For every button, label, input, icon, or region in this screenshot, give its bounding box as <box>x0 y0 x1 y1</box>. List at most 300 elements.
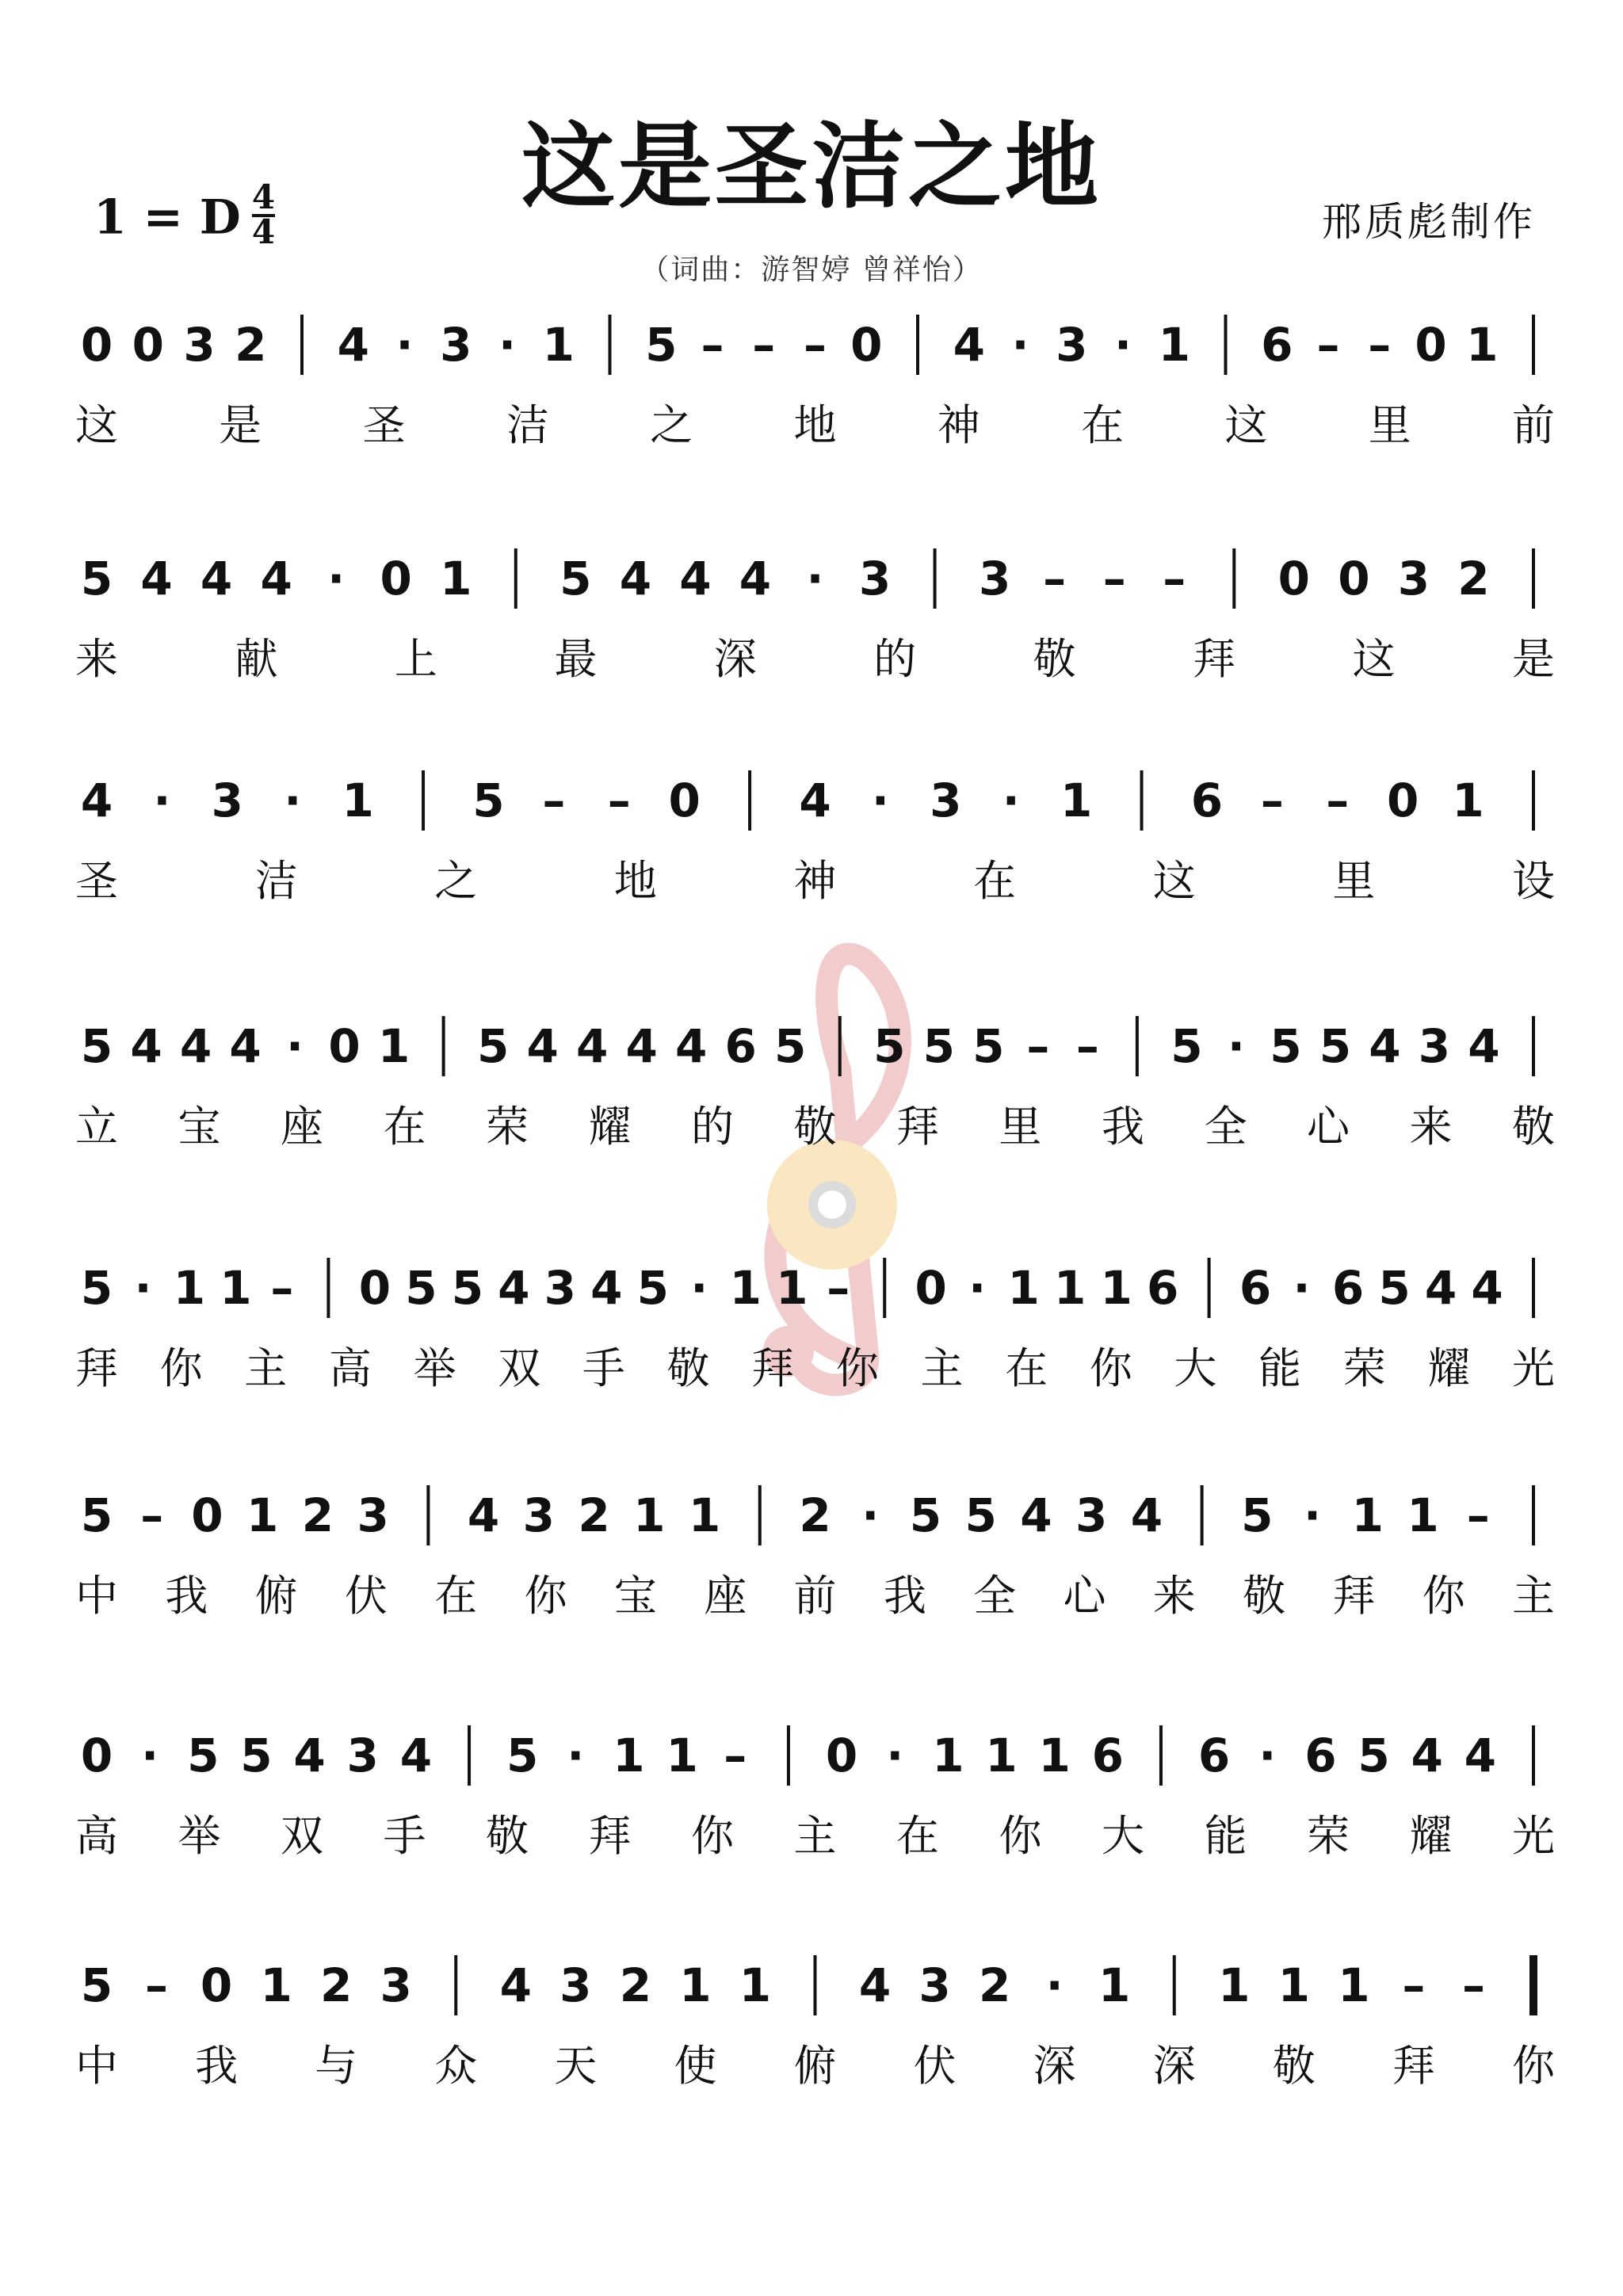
lyric-char: 双 <box>281 1811 323 1861</box>
note: 5 <box>80 552 113 606</box>
note: 6 <box>1197 1729 1231 1782</box>
note: 5 <box>1378 1261 1411 1315</box>
lyric-char: 神 <box>793 856 837 906</box>
lyric-char: 地 <box>613 856 657 906</box>
note: 1 <box>1351 1488 1384 1542</box>
note: 2 <box>235 318 267 372</box>
note: 3 <box>440 318 472 372</box>
note: – <box>1043 552 1067 606</box>
time-numerator: 4 <box>251 178 276 216</box>
lyric-char: 在 <box>896 1811 939 1861</box>
lyric-char: 手 <box>383 1811 426 1861</box>
note: · <box>871 774 889 827</box>
note: 5 <box>873 1019 906 1073</box>
note: – <box>140 1488 164 1542</box>
note: 3 <box>559 1958 592 2012</box>
note: · <box>1258 1729 1277 1782</box>
note: 4 <box>675 1019 708 1073</box>
score-row <box>75 1016 1555 1152</box>
note: 1 <box>1038 1729 1071 1782</box>
lyric-char: 这 <box>1224 400 1268 450</box>
note: · <box>861 1488 880 1542</box>
note: 4 <box>619 552 652 606</box>
lyric-char: 拜 <box>1193 634 1236 684</box>
lyric-char: 拜 <box>1392 2041 1435 2091</box>
note: 0 <box>1415 318 1447 372</box>
note: 6 <box>1304 1729 1337 1782</box>
note: 1 <box>739 1958 772 2012</box>
song-title: 这是圣洁之地 <box>521 112 1102 221</box>
note: · <box>1227 1019 1245 1073</box>
lyric-char: 深 <box>713 634 757 684</box>
note: 4 <box>229 1019 262 1073</box>
note: – <box>701 318 724 372</box>
lyric-char: 你 <box>691 1811 734 1861</box>
lyric-char: 在 <box>1005 1343 1048 1393</box>
note: 1 <box>679 1958 712 2012</box>
lyric-char: 你 <box>159 1343 203 1393</box>
note: 1 <box>246 1488 279 1542</box>
note: 5 <box>405 1261 437 1315</box>
lyric-char: 高 <box>75 1811 118 1861</box>
lyric-char: 献 <box>235 634 278 684</box>
lyric-char: 俯 <box>793 2041 837 2091</box>
key-label: 1 = D <box>94 189 241 246</box>
lyric-char: 来 <box>1409 1102 1453 1152</box>
lyric-char: 中 <box>75 2041 118 2091</box>
lyric-char: 最 <box>554 634 598 684</box>
note: 3 <box>211 774 243 827</box>
lyric-char: 神 <box>937 400 980 450</box>
lyric-char: 大 <box>1174 1343 1217 1393</box>
note: 5 <box>909 1488 942 1542</box>
lyric-char: 主 <box>793 1811 837 1861</box>
note: 4 <box>200 552 233 606</box>
note: 0 <box>1387 774 1419 827</box>
note: 5 <box>476 1019 510 1073</box>
lyric-char: 全 <box>973 1571 1017 1621</box>
note: 5 <box>1319 1019 1352 1073</box>
lyric-char: 前 <box>793 1571 837 1621</box>
note: · <box>284 774 302 827</box>
note: 0 <box>80 1729 113 1782</box>
note: – <box>1466 1488 1490 1542</box>
lyric-char: 在 <box>434 1571 478 1621</box>
note: 1 <box>1060 774 1093 827</box>
note: 1 <box>342 774 374 827</box>
lyric-char: 敬 <box>793 1102 837 1152</box>
note: 4 <box>498 1261 530 1315</box>
lyric-char: 是 <box>1512 634 1555 684</box>
note: 4 <box>679 552 712 606</box>
note: 2 <box>301 1488 334 1542</box>
lyric-char: 敬 <box>486 1811 529 1861</box>
score-row <box>75 1955 1556 2091</box>
note: 6 <box>1190 774 1224 827</box>
note: 3 <box>1075 1488 1108 1542</box>
note: 3 <box>346 1729 379 1782</box>
note: 3 <box>1056 318 1088 372</box>
note: · <box>1293 1261 1311 1315</box>
lyric-char: 敬 <box>1243 1571 1286 1621</box>
note: 5 <box>774 1019 807 1073</box>
lyric-char: 敬 <box>1512 1102 1555 1152</box>
note: – <box>1163 552 1186 606</box>
lyric-char: 主 <box>920 1343 964 1393</box>
lyric-char: 主 <box>244 1343 288 1393</box>
lyric-char: 敬 <box>1272 2041 1316 2091</box>
lyric-char: 圣 <box>362 400 406 450</box>
lyric-char: 伏 <box>913 2041 957 2091</box>
lyric-char: 拜 <box>75 1343 118 1393</box>
note: 4 <box>1471 1261 1503 1315</box>
score-row <box>75 548 1555 684</box>
note: 4 <box>1130 1488 1163 1542</box>
note: 6 <box>1261 318 1293 372</box>
note: 1 <box>729 1261 762 1315</box>
note: 5 <box>80 1261 113 1315</box>
lyric-char: 里 <box>1368 400 1411 450</box>
note: 5 <box>80 1488 113 1542</box>
note: 5 <box>645 318 678 372</box>
note: · <box>395 318 414 372</box>
note: 4 <box>1369 1019 1401 1073</box>
lyric-char: 前 <box>1512 400 1555 450</box>
note: 5 <box>472 774 505 827</box>
note: 5 <box>80 1019 113 1073</box>
lyric-char: 来 <box>1152 1571 1196 1621</box>
note: 1 <box>220 1261 252 1315</box>
note: · <box>498 318 517 372</box>
note: 4 <box>467 1488 500 1542</box>
lyric-char: 天 <box>554 2041 598 2091</box>
note: 6 <box>1091 1729 1124 1782</box>
note: 0 <box>850 318 883 372</box>
note: 1 <box>173 1261 206 1315</box>
note: 3 <box>183 318 216 372</box>
note: 4 <box>293 1729 326 1782</box>
lyric-char: 心 <box>1063 1571 1106 1621</box>
note: · <box>567 1729 585 1782</box>
note: 4 <box>337 318 369 372</box>
note: 4 <box>260 552 292 606</box>
note: 4 <box>953 318 985 372</box>
note: 1 <box>1218 1958 1251 2012</box>
lyric-char: 光 <box>1512 1811 1555 1861</box>
lyric-char: 你 <box>1422 1571 1465 1621</box>
lyric-char: 举 <box>413 1343 456 1393</box>
note: 0 <box>1277 552 1311 606</box>
note: 1 <box>985 1729 1018 1782</box>
note: 1 <box>260 1958 292 2012</box>
lyric-char: 敬 <box>666 1343 710 1393</box>
lyric-char: 来 <box>75 634 118 684</box>
lyric-char: 洁 <box>254 856 298 906</box>
note: 4 <box>590 1261 623 1315</box>
note: 4 <box>130 1019 162 1073</box>
note: · <box>968 1261 987 1315</box>
time-denominator: 4 <box>251 212 276 251</box>
lyric-char: 与 <box>315 2041 358 2091</box>
note: 2 <box>619 1958 652 2012</box>
note: · <box>1011 318 1029 372</box>
note: 3 <box>930 774 962 827</box>
note: 6 <box>1146 1261 1179 1315</box>
lyric-char: 里 <box>1332 856 1376 906</box>
lyric-char: 是 <box>219 400 262 450</box>
note: 1 <box>377 1019 411 1073</box>
lyric-char: 我 <box>165 1571 208 1621</box>
lyric-char: 上 <box>394 634 437 684</box>
score-row <box>75 1725 1555 1861</box>
lyric-char: 你 <box>1512 2041 1555 2091</box>
note: · <box>327 552 346 606</box>
note: 4 <box>799 774 831 827</box>
note: – <box>1402 1958 1426 2012</box>
note: 0 <box>825 1729 858 1782</box>
note: 5 <box>187 1729 220 1782</box>
note: 2 <box>1457 552 1490 606</box>
lyric-char: 这 <box>75 400 118 450</box>
note: 1 <box>440 552 472 606</box>
note: 3 <box>1418 1019 1451 1073</box>
note: 4 <box>1468 1019 1500 1073</box>
note: · <box>1113 318 1132 372</box>
note: · <box>886 1729 904 1782</box>
lyric-char: 敬 <box>1033 634 1076 684</box>
score-row <box>75 315 1555 450</box>
note: – <box>804 318 827 372</box>
note: 6 <box>1239 1261 1272 1315</box>
note: 5 <box>964 1488 997 1542</box>
lyric-char: 耀 <box>588 1102 632 1152</box>
note: 2 <box>978 1958 1011 2012</box>
note: 2 <box>799 1488 831 1542</box>
note: 4 <box>1464 1729 1497 1782</box>
note: 3 <box>918 1958 951 2012</box>
note: 1 <box>613 1729 645 1782</box>
note: 0 <box>668 774 701 827</box>
note: 1 <box>1452 774 1484 827</box>
note: 4 <box>1411 1729 1443 1782</box>
note: – <box>270 1261 294 1315</box>
note: 3 <box>978 552 1011 606</box>
note: – <box>1461 1958 1485 2012</box>
note: 5 <box>240 1729 273 1782</box>
score-row <box>75 770 1555 906</box>
note: · <box>141 1729 159 1782</box>
note: – <box>752 318 776 372</box>
lyric-char: 双 <box>498 1343 541 1393</box>
note: 6 <box>724 1019 757 1073</box>
note: 1 <box>688 1488 721 1542</box>
lyric-char: 宝 <box>178 1102 221 1152</box>
note: 0 <box>915 1261 947 1315</box>
lyric-char: 高 <box>328 1343 372 1393</box>
lyric-char: 我 <box>883 1571 926 1621</box>
lyric-char: 你 <box>1089 1343 1132 1393</box>
note: – <box>1368 318 1392 372</box>
note: 0 <box>358 1261 391 1315</box>
note: 0 <box>191 1488 223 1542</box>
note: 5 <box>1241 1488 1274 1542</box>
note: 1 <box>1158 318 1190 372</box>
note: 1 <box>1007 1261 1040 1315</box>
lyric-char: 洁 <box>506 400 549 450</box>
lyric-char: 我 <box>195 2041 239 2091</box>
note: 0 <box>132 318 164 372</box>
note: – <box>145 1958 169 2012</box>
note: 1 <box>666 1729 698 1782</box>
lyric-char: 耀 <box>1427 1343 1471 1393</box>
lyric-char: 深 <box>1033 2041 1076 2091</box>
note: – <box>607 774 631 827</box>
note: 5 <box>1270 1019 1302 1073</box>
note: – <box>1102 552 1126 606</box>
note: 5 <box>1358 1729 1390 1782</box>
note: 1 <box>1100 1261 1132 1315</box>
note: 1 <box>776 1261 808 1315</box>
lyric-char: 手 <box>582 1343 625 1393</box>
note: – <box>1316 318 1340 372</box>
note: 3 <box>522 1488 556 1542</box>
lyric-char: 荣 <box>486 1102 529 1152</box>
lyric-char: 座 <box>704 1571 747 1621</box>
lyric-char: 能 <box>1258 1343 1302 1393</box>
note: 0 <box>200 1958 233 2012</box>
note: 4 <box>140 552 173 606</box>
note: · <box>1002 774 1020 827</box>
note: 1 <box>1053 1261 1086 1315</box>
lyric-char: 大 <box>1102 1811 1144 1861</box>
lyric-char: 荣 <box>1307 1811 1350 1861</box>
note: 4 <box>179 1019 212 1073</box>
note: 6 <box>1331 1261 1365 1315</box>
note: 1 <box>1407 1488 1439 1542</box>
note: 4 <box>739 552 772 606</box>
lyric-char: 拜 <box>751 1343 795 1393</box>
maker-credit: 邢质彪制作 <box>1322 199 1536 245</box>
note: 5 <box>559 552 592 606</box>
lyric-char: 拜 <box>1332 1571 1376 1621</box>
lyric-char: 这 <box>1152 856 1196 906</box>
score-row <box>75 1258 1555 1393</box>
note: 5 <box>80 1958 113 2012</box>
lyric-char: 中 <box>75 1571 118 1621</box>
lyric-char: 拜 <box>896 1102 939 1152</box>
lyric-char: 的 <box>691 1102 734 1152</box>
lyric-char: 心 <box>1307 1102 1350 1152</box>
note: · <box>1304 1488 1322 1542</box>
lyric-char: 能 <box>1204 1811 1247 1861</box>
lyric-char: 你 <box>524 1571 567 1621</box>
note: 4 <box>1020 1488 1052 1542</box>
lyric-char: 伏 <box>344 1571 388 1621</box>
lyric-char: 俯 <box>254 1571 298 1621</box>
lyric-char: 在 <box>1081 400 1125 450</box>
lyric-char: 光 <box>1512 1343 1555 1393</box>
note: – <box>1075 1019 1099 1073</box>
note: 5 <box>636 1261 669 1315</box>
note: 3 <box>1397 552 1430 606</box>
note: 4 <box>625 1019 658 1073</box>
note: · <box>134 1261 152 1315</box>
lyric-char: 宝 <box>613 1571 657 1621</box>
lyric-char: 举 <box>178 1811 221 1861</box>
note: – <box>827 1261 850 1315</box>
note: 2 <box>319 1958 353 2012</box>
note: 1 <box>1098 1958 1131 2012</box>
lyric-char: 设 <box>1512 856 1555 906</box>
note: 3 <box>380 1958 412 2012</box>
note: · <box>806 552 824 606</box>
note: · <box>153 774 171 827</box>
note: · <box>690 1261 708 1315</box>
note: 4 <box>499 1958 532 2012</box>
note: 4 <box>526 1019 559 1073</box>
note: 1 <box>1338 1958 1370 2012</box>
note: – <box>542 774 566 827</box>
note: 2 <box>578 1488 610 1542</box>
lyric-char: 在 <box>973 856 1017 906</box>
note: 4 <box>399 1729 433 1782</box>
note: 3 <box>544 1261 577 1315</box>
lyric-char: 主 <box>1512 1571 1555 1621</box>
note: 1 <box>1277 1958 1311 2012</box>
note: 4 <box>858 1958 892 2012</box>
lyric-char: 圣 <box>75 856 118 906</box>
lyric-char: 立 <box>75 1102 118 1152</box>
note: · <box>286 1019 304 1073</box>
lyrics-credit: （词曲：游智婷 曾祥怡） <box>640 254 983 286</box>
lyric-char: 拜 <box>588 1811 632 1861</box>
note: – <box>1026 1019 1050 1073</box>
note: 1 <box>932 1729 964 1782</box>
note: 0 <box>380 552 412 606</box>
note: 3 <box>357 1488 389 1542</box>
lyric-char: 你 <box>999 1811 1042 1861</box>
lyric-char: 使 <box>674 2041 717 2091</box>
lyric-char: 座 <box>281 1102 323 1152</box>
note: 0 <box>328 1019 361 1073</box>
lyric-char: 在 <box>383 1102 426 1152</box>
note: 5 <box>506 1729 539 1782</box>
note: 5 <box>922 1019 955 1073</box>
note: 5 <box>972 1019 1005 1073</box>
note: 3 <box>858 552 892 606</box>
lyric-char: 地 <box>793 400 837 450</box>
note: 1 <box>633 1488 666 1542</box>
lyric-char: 里 <box>999 1102 1042 1152</box>
lyric-char: 你 <box>835 1343 879 1393</box>
lyric-char: 之 <box>434 856 478 906</box>
note: 5 <box>451 1261 484 1315</box>
lyric-char: 荣 <box>1342 1343 1386 1393</box>
note: 4 <box>575 1019 609 1073</box>
note: 0 <box>80 318 113 372</box>
note: 5 <box>1170 1019 1203 1073</box>
note: 1 <box>1466 318 1499 372</box>
note: 4 <box>80 774 113 827</box>
note: 1 <box>542 318 575 372</box>
lyric-char: 这 <box>1352 634 1396 684</box>
lyric-char: 的 <box>873 634 917 684</box>
lyric-char: 我 <box>1102 1102 1144 1152</box>
note: – <box>1326 774 1350 827</box>
lyric-char: 深 <box>1152 2041 1196 2091</box>
lyric-char: 之 <box>650 400 693 450</box>
lyric-char: 耀 <box>1409 1811 1453 1861</box>
